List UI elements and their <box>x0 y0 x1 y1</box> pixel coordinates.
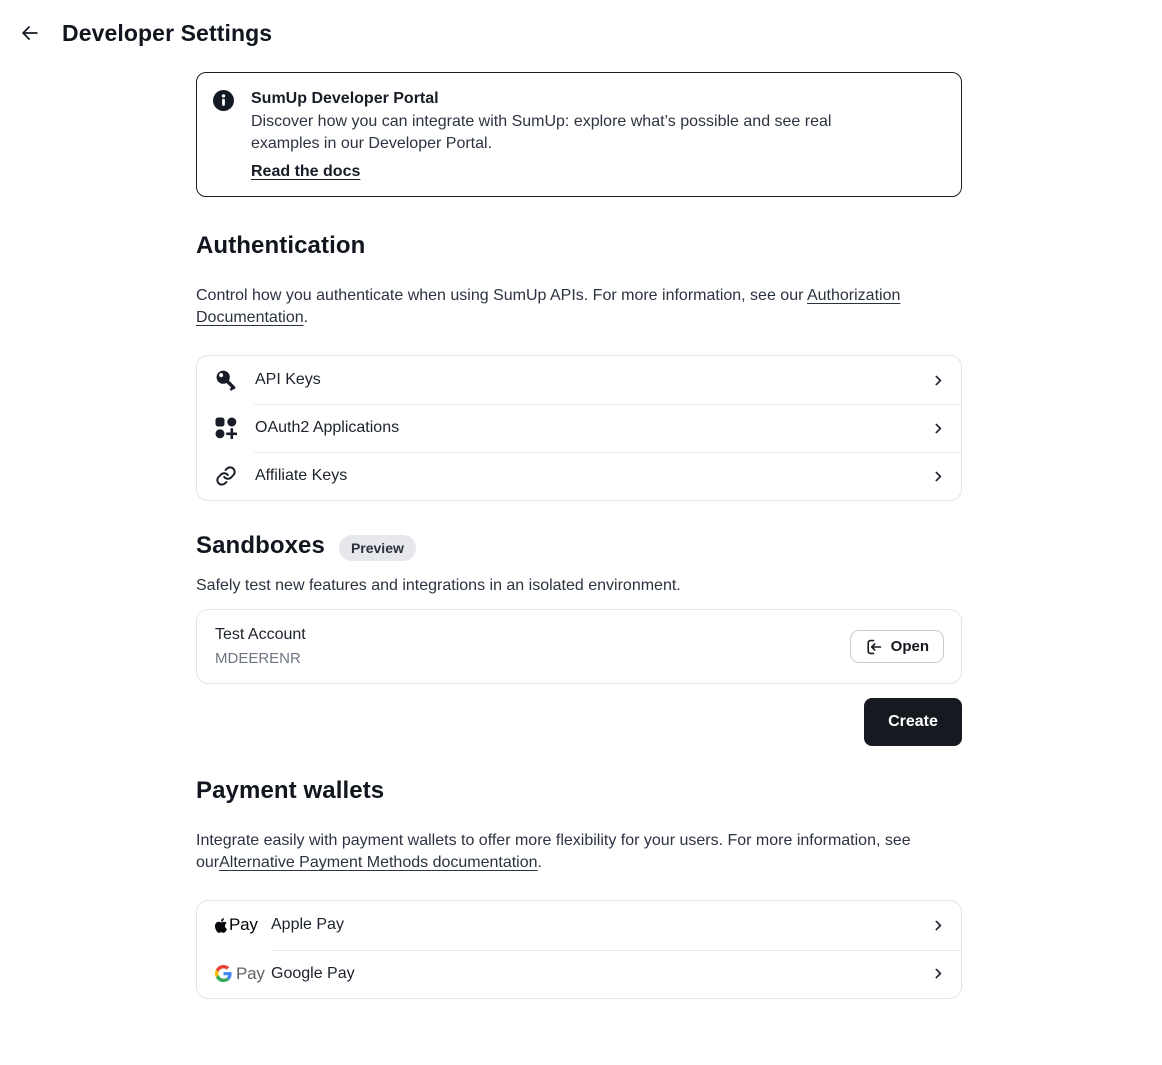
apple-icon <box>215 918 227 933</box>
list-item-affiliate-keys[interactable] <box>197 452 961 500</box>
list-item-label: OAuth2 Applications <box>255 419 400 436</box>
chevron-right-icon <box>932 967 945 980</box>
sandbox-account-name: Test Account <box>215 626 306 643</box>
developer-portal-banner <box>196 72 962 197</box>
create-row <box>196 698 962 746</box>
banner-body: Discover how you can integrate with SumUp: explore what’s possible and see real examples in our Developer Portal. <box>251 113 832 152</box>
apple-pay-logo <box>215 915 258 935</box>
google-pay-logo <box>215 963 265 984</box>
create-sandbox-button[interactable]: Create <box>864 698 962 746</box>
payment-wallets-description <box>196 830 962 874</box>
list-item-oauth2-applications[interactable] <box>197 404 961 452</box>
alternative-payment-methods-link[interactable]: Alternative Payment Methods documentation <box>219 854 538 871</box>
list-item-api-keys[interactable] <box>197 356 961 404</box>
read-the-docs-link[interactable]: Read the docs <box>251 163 361 180</box>
authorization-documentation-link[interactable]: Authorization Documentation <box>196 287 901 326</box>
apple-pay-logo-text: Pay <box>229 915 258 935</box>
payment-wallets-list-card <box>196 900 962 999</box>
payment-wallets-heading: Payment wallets <box>196 777 385 804</box>
sandbox-account-code: MDEERENR <box>215 650 301 667</box>
open-button-label: Open <box>890 638 929 655</box>
sandboxes-description: Safely test new features and integrations in an isolated environment. <box>196 577 681 594</box>
chevron-right-icon <box>932 374 945 387</box>
list-item-label: API Keys <box>255 371 321 388</box>
authentication-description-text: Control how you authenticate when using SumUp APIs. For more information, see our <box>196 287 807 304</box>
arrow-left-icon <box>19 22 41 44</box>
authentication-list-card <box>196 355 962 501</box>
page-header <box>0 0 1162 52</box>
enter-icon <box>865 638 883 656</box>
authentication-heading: Authentication <box>196 232 366 259</box>
back-button[interactable] <box>16 19 44 47</box>
sandbox-account-card <box>196 609 962 684</box>
page-title: Developer Settings <box>62 19 273 46</box>
chain-link-icon <box>215 465 237 487</box>
authentication-description <box>196 285 962 329</box>
sandboxes-heading: Sandboxes <box>196 532 325 559</box>
banner-title: SumUp Developer Portal <box>251 90 439 107</box>
list-item-label: Affiliate Keys <box>255 467 348 484</box>
list-item-apple-pay[interactable] <box>197 901 961 950</box>
period: . <box>303 309 309 326</box>
sandboxes-heading-row <box>196 531 962 561</box>
apps-plus-icon <box>215 417 237 439</box>
list-item-google-pay[interactable] <box>197 950 961 999</box>
preview-badge: Preview <box>339 535 416 561</box>
google-g-icon <box>215 965 232 982</box>
payment-wallets-description-text: Integrate easily with payment wallets to offer more flexibility for your users. For more information, see our <box>196 832 911 871</box>
info-icon <box>213 90 234 116</box>
chevron-right-icon <box>932 422 945 435</box>
sandbox-account-info <box>215 624 306 669</box>
key-icon <box>215 369 237 391</box>
list-item-label: Apple Pay <box>271 916 344 934</box>
period: . <box>537 854 542 871</box>
main-content <box>196 72 962 999</box>
banner-text-block <box>251 88 871 181</box>
open-sandbox-button[interactable] <box>850 630 944 663</box>
list-item-label: Google Pay <box>271 964 355 982</box>
chevron-right-icon <box>932 470 945 483</box>
chevron-right-icon <box>932 919 945 932</box>
google-pay-logo-text: Pay <box>236 963 265 983</box>
